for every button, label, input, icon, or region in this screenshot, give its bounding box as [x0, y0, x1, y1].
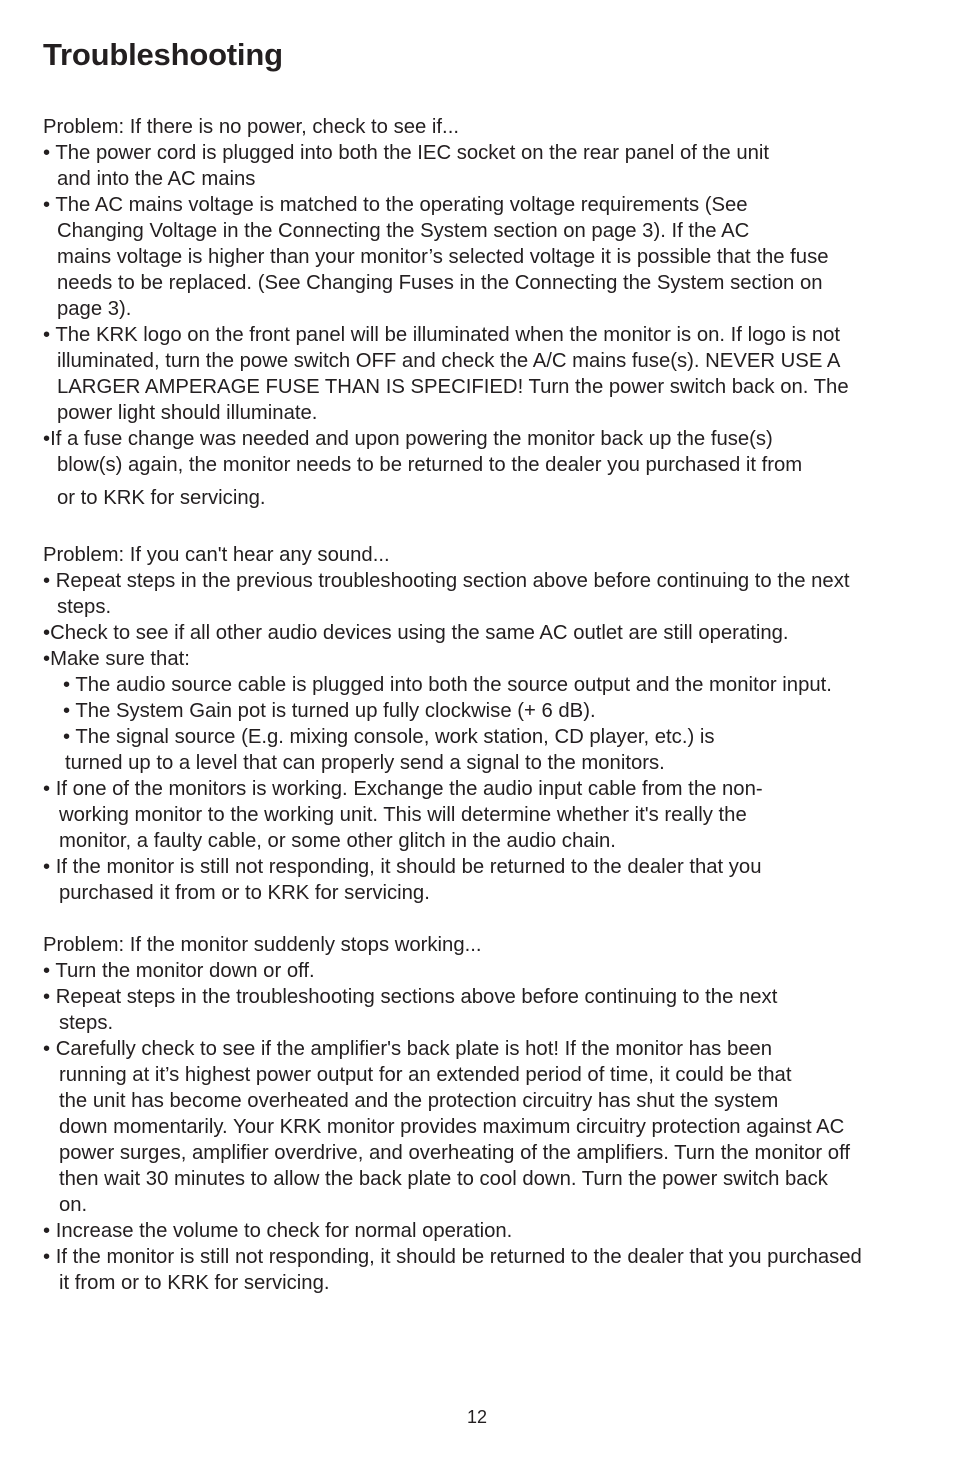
list-item: •Make sure that: — [43, 648, 190, 670]
list-item-continuation: working monitor to the working unit. This will determine whether it's really the — [59, 804, 747, 826]
list-item-continuation: LARGER AMPERAGE FUSE THAN IS SPECIFIED! Turn the power switch back on. The — [57, 376, 849, 398]
sub-list-item: • The audio source cable is plugged into both the source output and the monitor input. — [63, 674, 832, 696]
list-item-continuation: mains voltage is higher than your monitor’s selected voltage it is possible that the fuse — [57, 246, 829, 268]
list-item: • Increase the volume to check for normal operation. — [43, 1220, 513, 1242]
list-item: •If a fuse change was needed and upon powering the monitor back up the fuse(s) — [43, 428, 773, 450]
list-item-continuation: and into the AC mains — [57, 168, 256, 190]
list-item: • The AC mains voltage is matched to the operating voltage requirements (See — [43, 194, 748, 216]
list-item: • The power cord is plugged into both the IEC socket on the rear panel of the unit — [43, 142, 770, 164]
list-item-continuation: on. — [59, 1194, 88, 1216]
list-item-continuation: then wait 30 minutes to allow the back plate to cool down. Turn the power switch back — [59, 1168, 828, 1190]
list-item-continuation: down momentarily. Your KRK monitor provides maximum circuitry protection against AC — [59, 1116, 845, 1138]
list-item-continuation: the unit has become overheated and the protection circuitry has shut the system — [59, 1090, 779, 1112]
problem-heading-stops-working: Problem: If the monitor suddenly stops working... — [43, 934, 482, 956]
list-item-continuation: illuminated, turn the powe switch OFF and check the A/C mains fuse(s). NEVER USE A — [57, 350, 841, 372]
list-item: • Repeat steps in the previous troubleshooting section above before continuing to the next — [43, 570, 850, 592]
list-item-continuation: steps. — [57, 596, 112, 618]
page-number: 12 — [466, 1407, 488, 1427]
list-item: • If the monitor is still not responding, it should be returned to the dealer that you purchased — [43, 1246, 862, 1268]
list-item-continuation: purchased it from or to KRK for servicing. — [59, 882, 430, 904]
list-item-continuation: power light should illuminate. — [57, 402, 318, 424]
list-item-continuation: power surges, amplifier overdrive, and overheating of the amplifiers. Turn the monitor off — [59, 1142, 850, 1164]
list-item: •Check to see if all other audio devices using the same AC outlet are still operating. — [43, 622, 789, 644]
sub-list-item: • The signal source (E.g. mixing console, work station, CD player, etc.) is — [63, 726, 715, 748]
list-item-continuation: needs to be replaced. (See Changing Fuses in the Connecting the System section on — [57, 272, 823, 294]
list-item-continuation: Changing Voltage in the Connecting the System section on page 3). If the AC — [57, 220, 750, 242]
sub-list-item-continuation: turned up to a level that can properly send a signal to the monitors. — [65, 752, 665, 774]
list-item-continuation: running at it’s highest power output for an extended period of time, it could be that — [59, 1064, 792, 1086]
problem-heading-no-sound: Problem: If you can't hear any sound... — [43, 544, 390, 566]
list-item: • If the monitor is still not responding, it should be returned to the dealer that you — [43, 856, 762, 878]
sub-list-item: • The System Gain pot is turned up fully clockwise (+ 6 dB). — [63, 700, 596, 722]
page-title: Troubleshooting — [43, 37, 283, 72]
problem-heading-no-power: Problem: If there is no power, check to see if... — [43, 116, 459, 138]
list-item: • If one of the monitors is working. Exchange the audio input cable from the non- — [43, 778, 763, 800]
list-item-continuation: steps. — [59, 1012, 114, 1034]
list-item: • Turn the monitor down or off. — [43, 960, 315, 982]
list-item-continuation: blow(s) again, the monitor needs to be returned to the dealer you purchased it from — [57, 454, 803, 476]
list-item: • The KRK logo on the front panel will be illuminated when the monitor is on. If logo is not — [43, 324, 841, 346]
list-item-continuation: monitor, a faulty cable, or some other glitch in the audio chain. — [59, 830, 616, 852]
list-item: • Repeat steps in the troubleshooting sections above before continuing to the next — [43, 986, 778, 1008]
list-item: • Carefully check to see if the amplifier's back plate is hot! If the monitor has been — [43, 1038, 773, 1060]
list-item-continuation: page 3). — [57, 298, 132, 320]
list-item-continuation: it from or to KRK for servicing. — [59, 1272, 330, 1294]
list-item-continuation: or to KRK for servicing. — [57, 487, 266, 509]
